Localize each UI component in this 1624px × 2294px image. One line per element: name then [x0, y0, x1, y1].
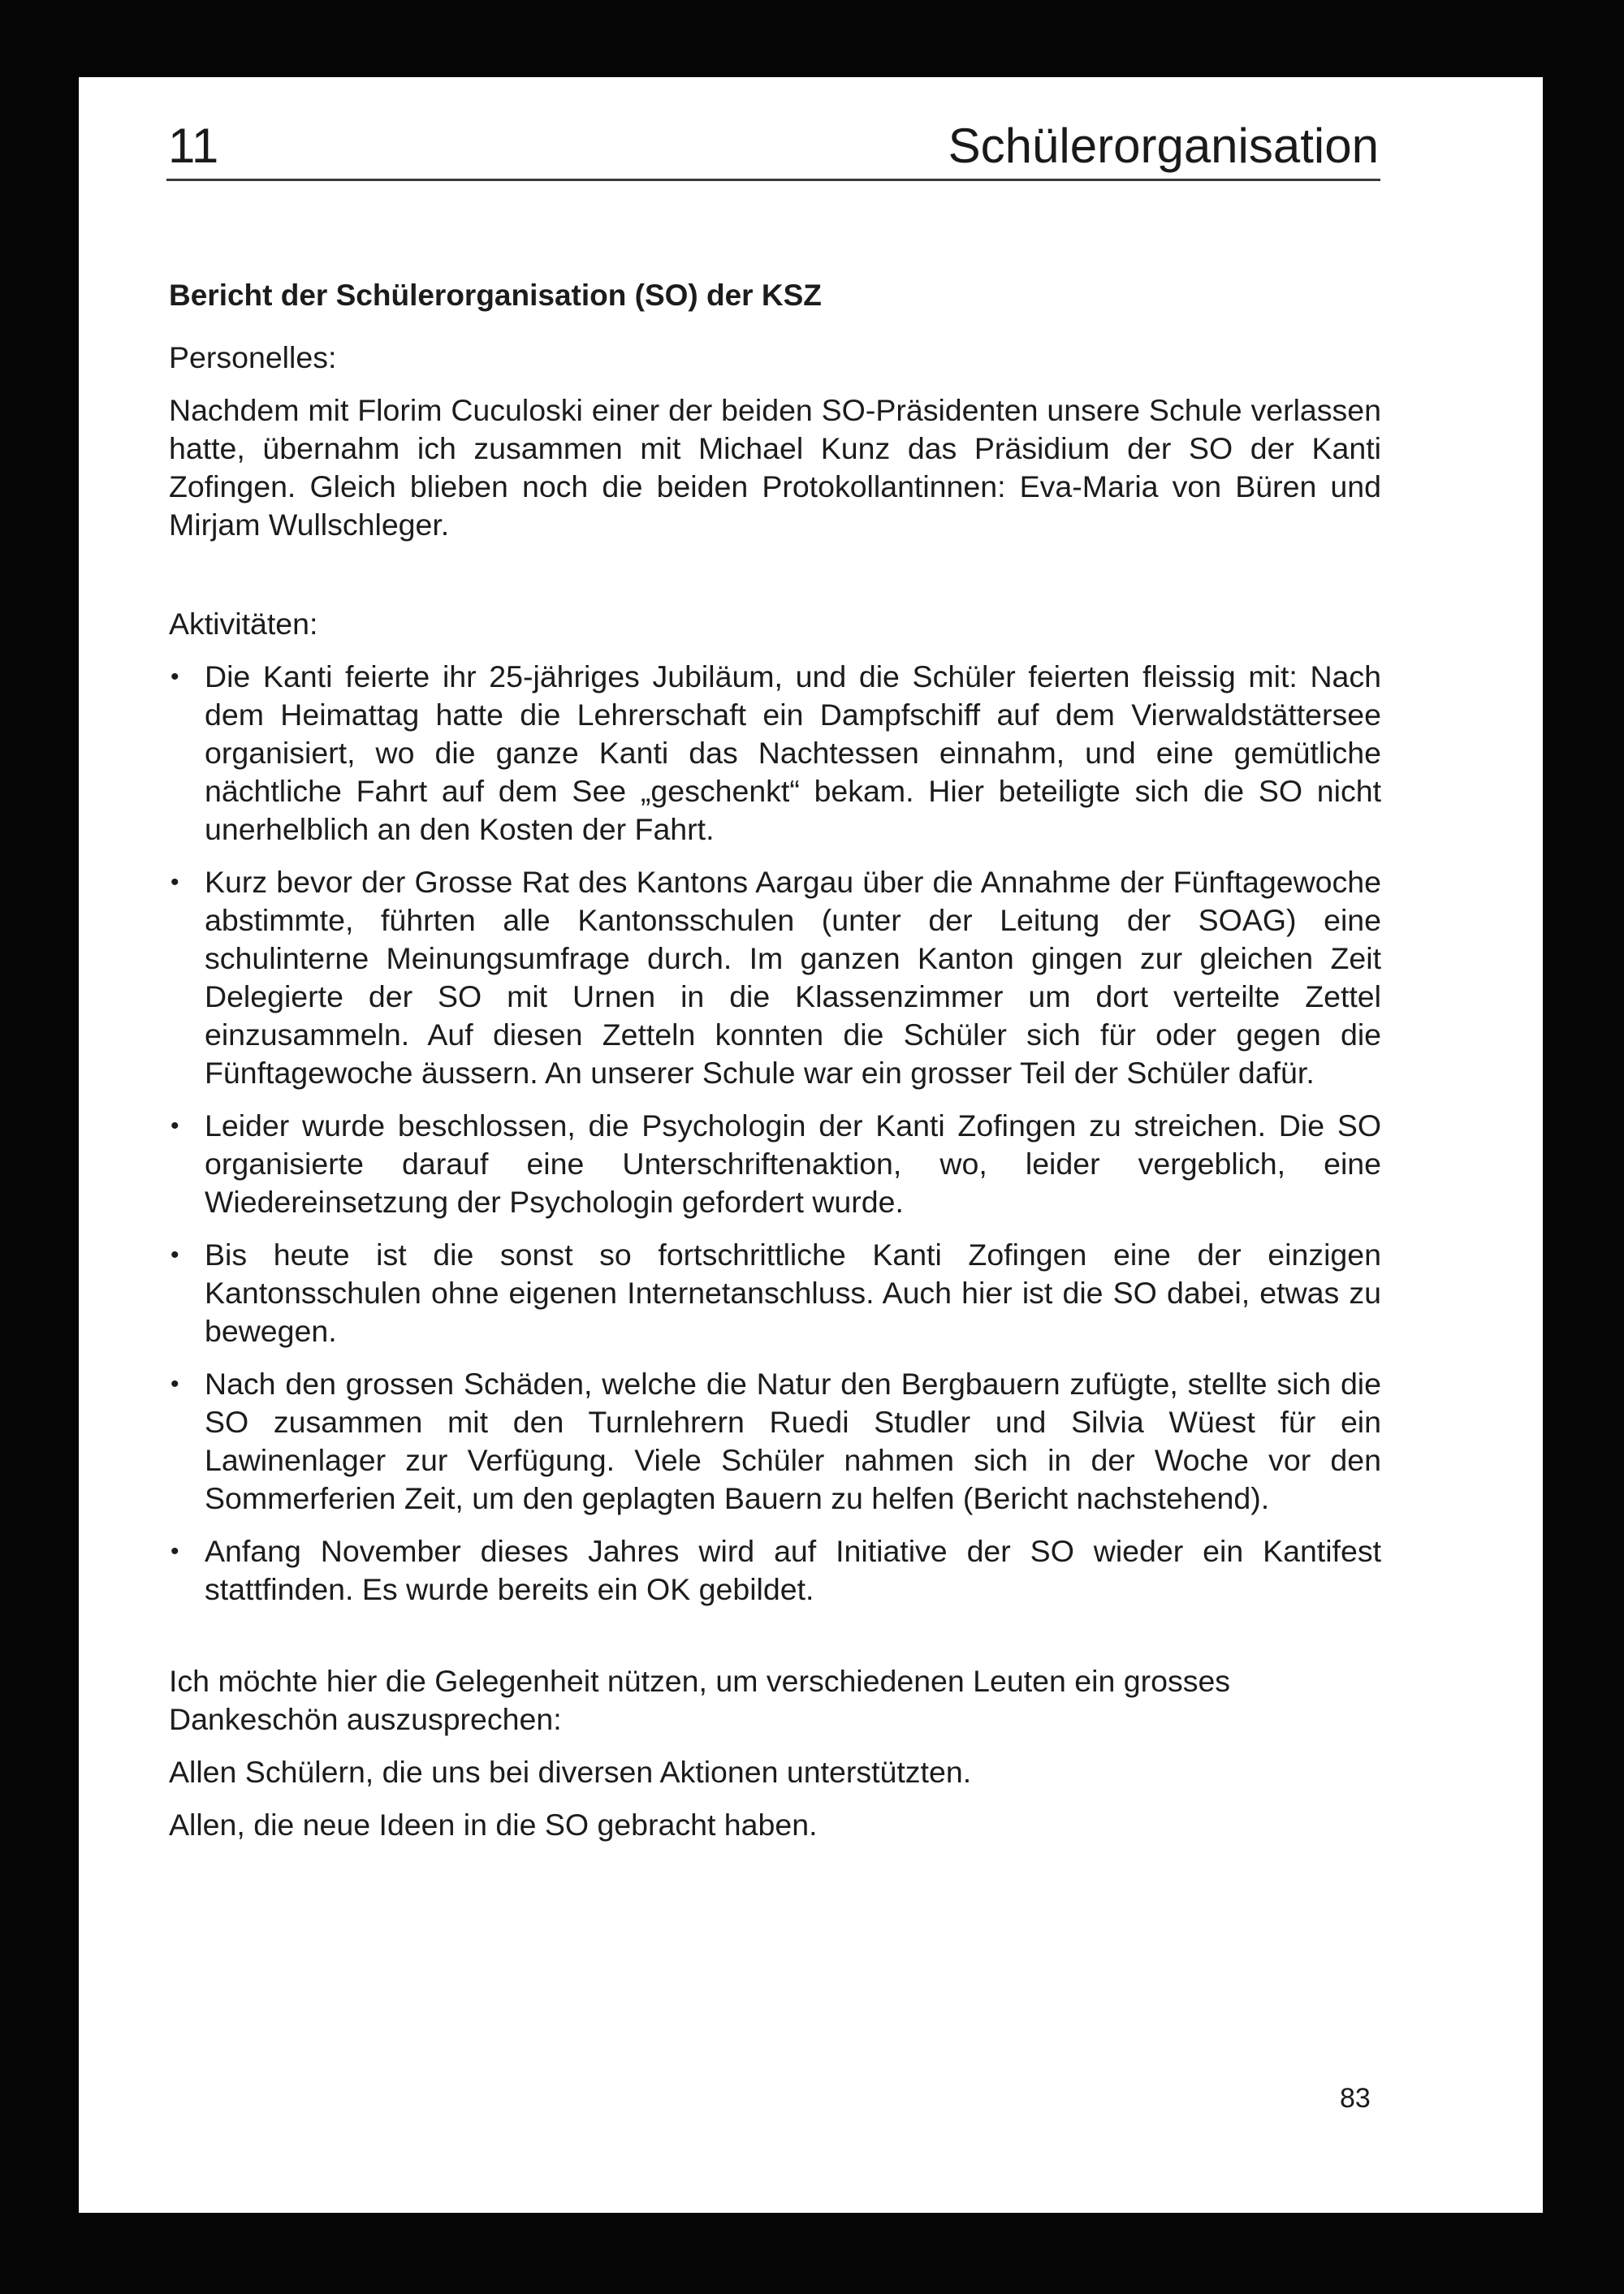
chapter-header: [166, 114, 1380, 181]
list-item-text: Bis heute ist die sonst so fortschrittliche Kanti Zofingen eine der einzigen Kantonsschulen ohne eigenen Internetanschluss. Auch hier ist die SO dabei, etwas zu bewegen.: [205, 1238, 1381, 1348]
list-item-text: Die Kanti feierte ihr 25-jähriges Jubiläum, und die Schüler feierten fleissig mit: Nach dem Heimattag hatte die Lehrerschaft ein Dampfschiff auf dem Vierwaldstättersee organisiert, wo die ganze Kanti das Nachtessen einnahm, und eine gemütliche nächtliche Fahrt auf dem See „geschenkt“ bekam. Hier beteiligte sich die SO nicht unerhelblich an den Kosten der Fahrt.: [205, 659, 1381, 846]
bullet-icon: •: [171, 1112, 179, 1139]
list-item-text: Nach den grossen Schäden, welche die Natur den Bergbauern zufügte, stellte sich die SO zusammen mit den Turnlehrern Ruedi Studler und Silvia Wüest für ein Lawinenlager zur Verfügung. Viele Schüler nahmen sich in der Woche vor den Sommerferien Zeit, um den geplagten Bauern zu helfen (Bericht nachstehend).: [205, 1367, 1381, 1515]
bullet-icon: •: [171, 1538, 179, 1565]
thanks-line: Allen, die neue Ideen in die SO gebracht haben.: [169, 1808, 818, 1842]
list-item: [169, 1236, 1381, 1350]
chapter-title: Schülerorganisation: [948, 119, 1379, 173]
chapter-number: 11: [168, 119, 219, 173]
thanks-section: [169, 1662, 1381, 1844]
activities-list: [169, 658, 1381, 1609]
bullet-icon: •: [171, 869, 179, 896]
thanks-line: Allen Schülern, die uns bei diversen Aktionen unterstützten.: [169, 1755, 972, 1789]
report-title: Bericht der Schülerorganisation (SO) der KSZ: [169, 279, 822, 312]
list-item: [169, 1532, 1381, 1609]
personnel-paragraph: Nachdem mit Florim Cuculoski einer der beiden SO-Präsidenten unsere Schule verlassen hatte, übernahm ich zusammen mit Michael Kunz das Präsidium der SO der Kanti Zofingen. Gleich blieben noch die beiden Protokollantinnen: Eva-Maria von Büren und Mirjam Wullschleger.: [169, 393, 1381, 542]
spacer: [169, 1623, 1381, 1662]
page-number: 83: [1340, 2083, 1371, 2114]
list-item-text: Kurz bevor der Grosse Rat des Kantons Aargau über die Annahme der Fünftagewoche abstimmte, führten alle Kantonsschulen (unter der Leitung der SOAG) eine schulinterne Meinungsumfrage durch. Im ganzen Kanton gingen zur gleichen Zeit Delegierte der SO mit Urnen in die Klassenzimmer um dort verteilte Zettel einzusammeln. Auf diesen Zetteln konnten die Schüler sich für oder gegen die Fünftagewoche äussern. An unserer Schule war ein grosser Teil der Schüler dafür.: [205, 865, 1381, 1090]
spacer: [169, 544, 1381, 605]
list-item-text: Anfang November dieses Jahres wird auf Initiative der SO wieder ein Kantifest stattfinden. Es wurde bereits ein OK gebildet.: [205, 1534, 1381, 1606]
list-item: [169, 1107, 1381, 1221]
bullet-icon: •: [171, 1242, 179, 1268]
bullet-icon: •: [171, 663, 179, 690]
list-item: [169, 1365, 1381, 1518]
personnel-label: Personelles:: [169, 340, 337, 374]
list-item: [169, 658, 1381, 849]
activities-label: Aktivitäten:: [169, 607, 318, 641]
thanks-intro: Ich möchte hier die Gelegenheit nützen, um verschiedenen Leuten ein grosses Dankeschön auszusprechen:: [169, 1664, 1231, 1736]
bullet-icon: •: [171, 1371, 179, 1398]
report-content: [169, 276, 1381, 1859]
list-item-text: Leider wurde beschlossen, die Psychologin der Kanti Zofingen zu streichen. Die SO organisierte darauf eine Unterschriftenaktion, wo, leider vergeblich, eine Wiedereinsetzung der Psychologin gefordert wurde.: [205, 1108, 1381, 1219]
list-item: [169, 863, 1381, 1092]
